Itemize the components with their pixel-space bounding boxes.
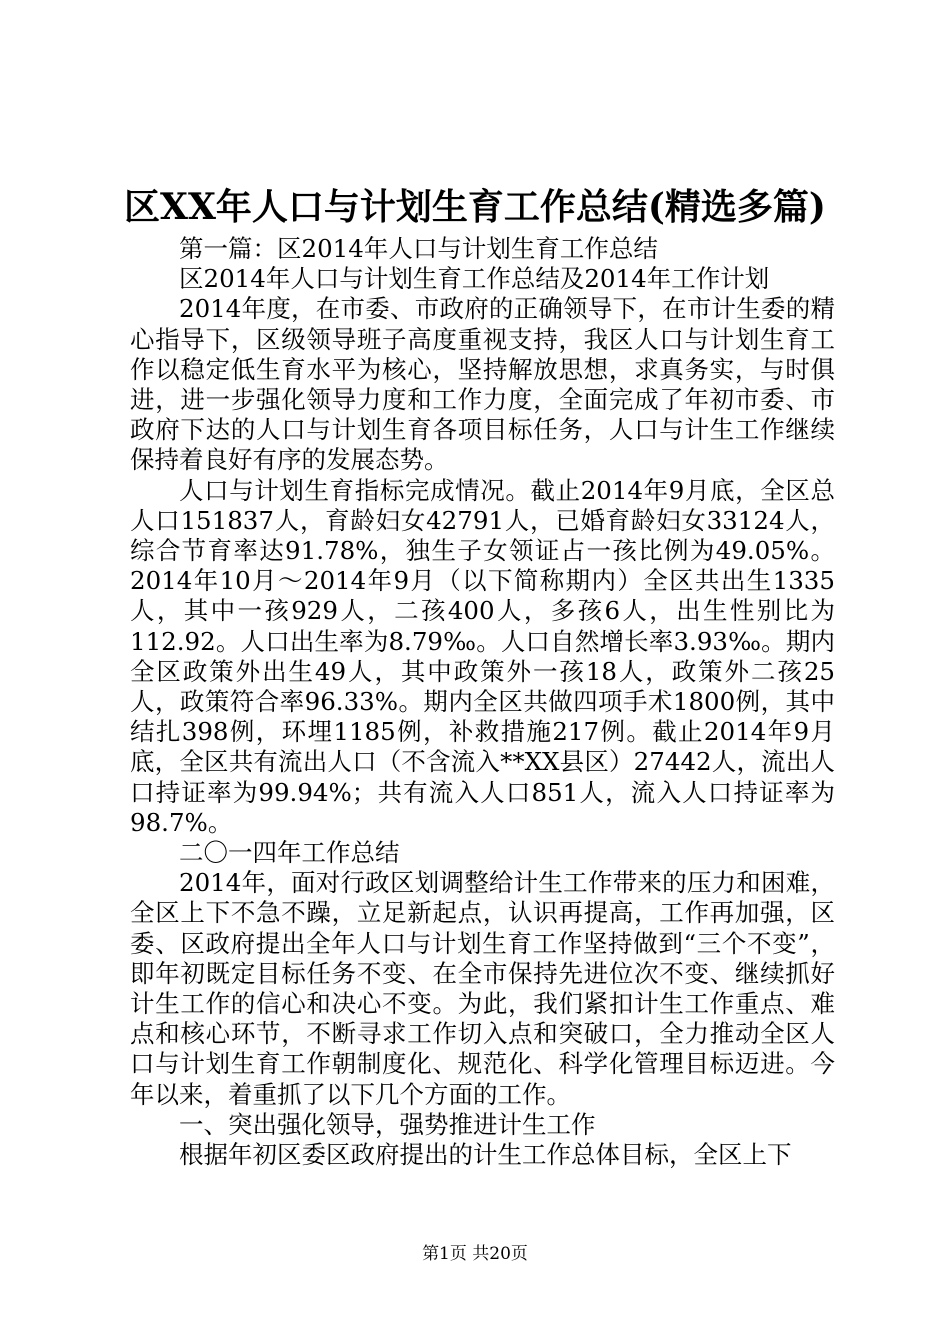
paragraph: 2014年，面对行政区划调整给计生工作带来的压力和困难，全区上下不急不躁，立足新起点，认识再提高，工作再加强，区委、区政府提出全年人口与计划生育工作坚持做到“三个不变”，即年初既定目标任务不变、在全市保持先进位次不变、继续抓好计生工作的信心和决心不变。为此，我们紧扣计生工作重点、难点和核心环节，不断寻求工作切入点和突破口，全力推动全区人口与计划生育工作朝制度化、规范化、科学化管理目标迈进。今年以来，着重抓了以下几个方面的工作。 <box>130 868 835 1109</box>
paragraph: 根据年初区委区政府提出的计生工作总体目标，全区上下 <box>179 1140 792 1170</box>
page-footer: 第1页 共20页 <box>422 1244 528 1264</box>
section-heading: 二〇一四年工作总结 <box>179 838 400 868</box>
subtitle: 区2014年人口与计划生育工作总结及2014年工作计划 <box>179 264 770 294</box>
section-heading: 第一篇：区2014年人口与计划生育工作总结 <box>179 234 658 263</box>
paragraph: 2014年度，在市委、市政府的正确领导下，在市计生委的精心指导下，区级领导班子高度重视支持，我区人口与计划生育工作以稳定低生育水平为核心，坚持解放思想，求真务实，与时俱进，进一步强化领导力度和工作力度，全面完成了年初市委、市政府下达的人口与计划生育各项目标任务，人口与计生工作继续保持着良好有序的发展态势。 <box>130 294 835 475</box>
document-body <box>130 234 835 1170</box>
section-heading: 一、突出强化领导，强势推进计生工作 <box>179 1109 596 1139</box>
document-title: 区XX年人口与计划生育工作总结(精选多篇) <box>124 186 826 228</box>
paragraph: 人口与计划生育指标完成情况。截止2014年9月底，全区总人口151837人，育龄妇女42791人，已婚育龄妇女33124人，综合节育率达91.78%，独生子女领证占一孩比例为49.05%。2014年10月～2014年9月（以下简称期内）全区共出生1335人，其中一孩929人，二孩400人，多孩6人，出生性别比为112.92。人口出生率为8.79‰。人口自然增长率3.93‰。期内全区政策外出生49人，其中政策外一孩18人，政策外二孩25人，政策符合率96.33%。期内全区共做四项手术1800例，其中结扎398例，环埋1185例，补救措施217例。截止2014年9月底，全区共有流出人口（不含流入**XX县区）27442人，流出人口持证率为99.94%；共有流入人口851人，流入人口持证率为98.7%。 <box>130 475 835 837</box>
